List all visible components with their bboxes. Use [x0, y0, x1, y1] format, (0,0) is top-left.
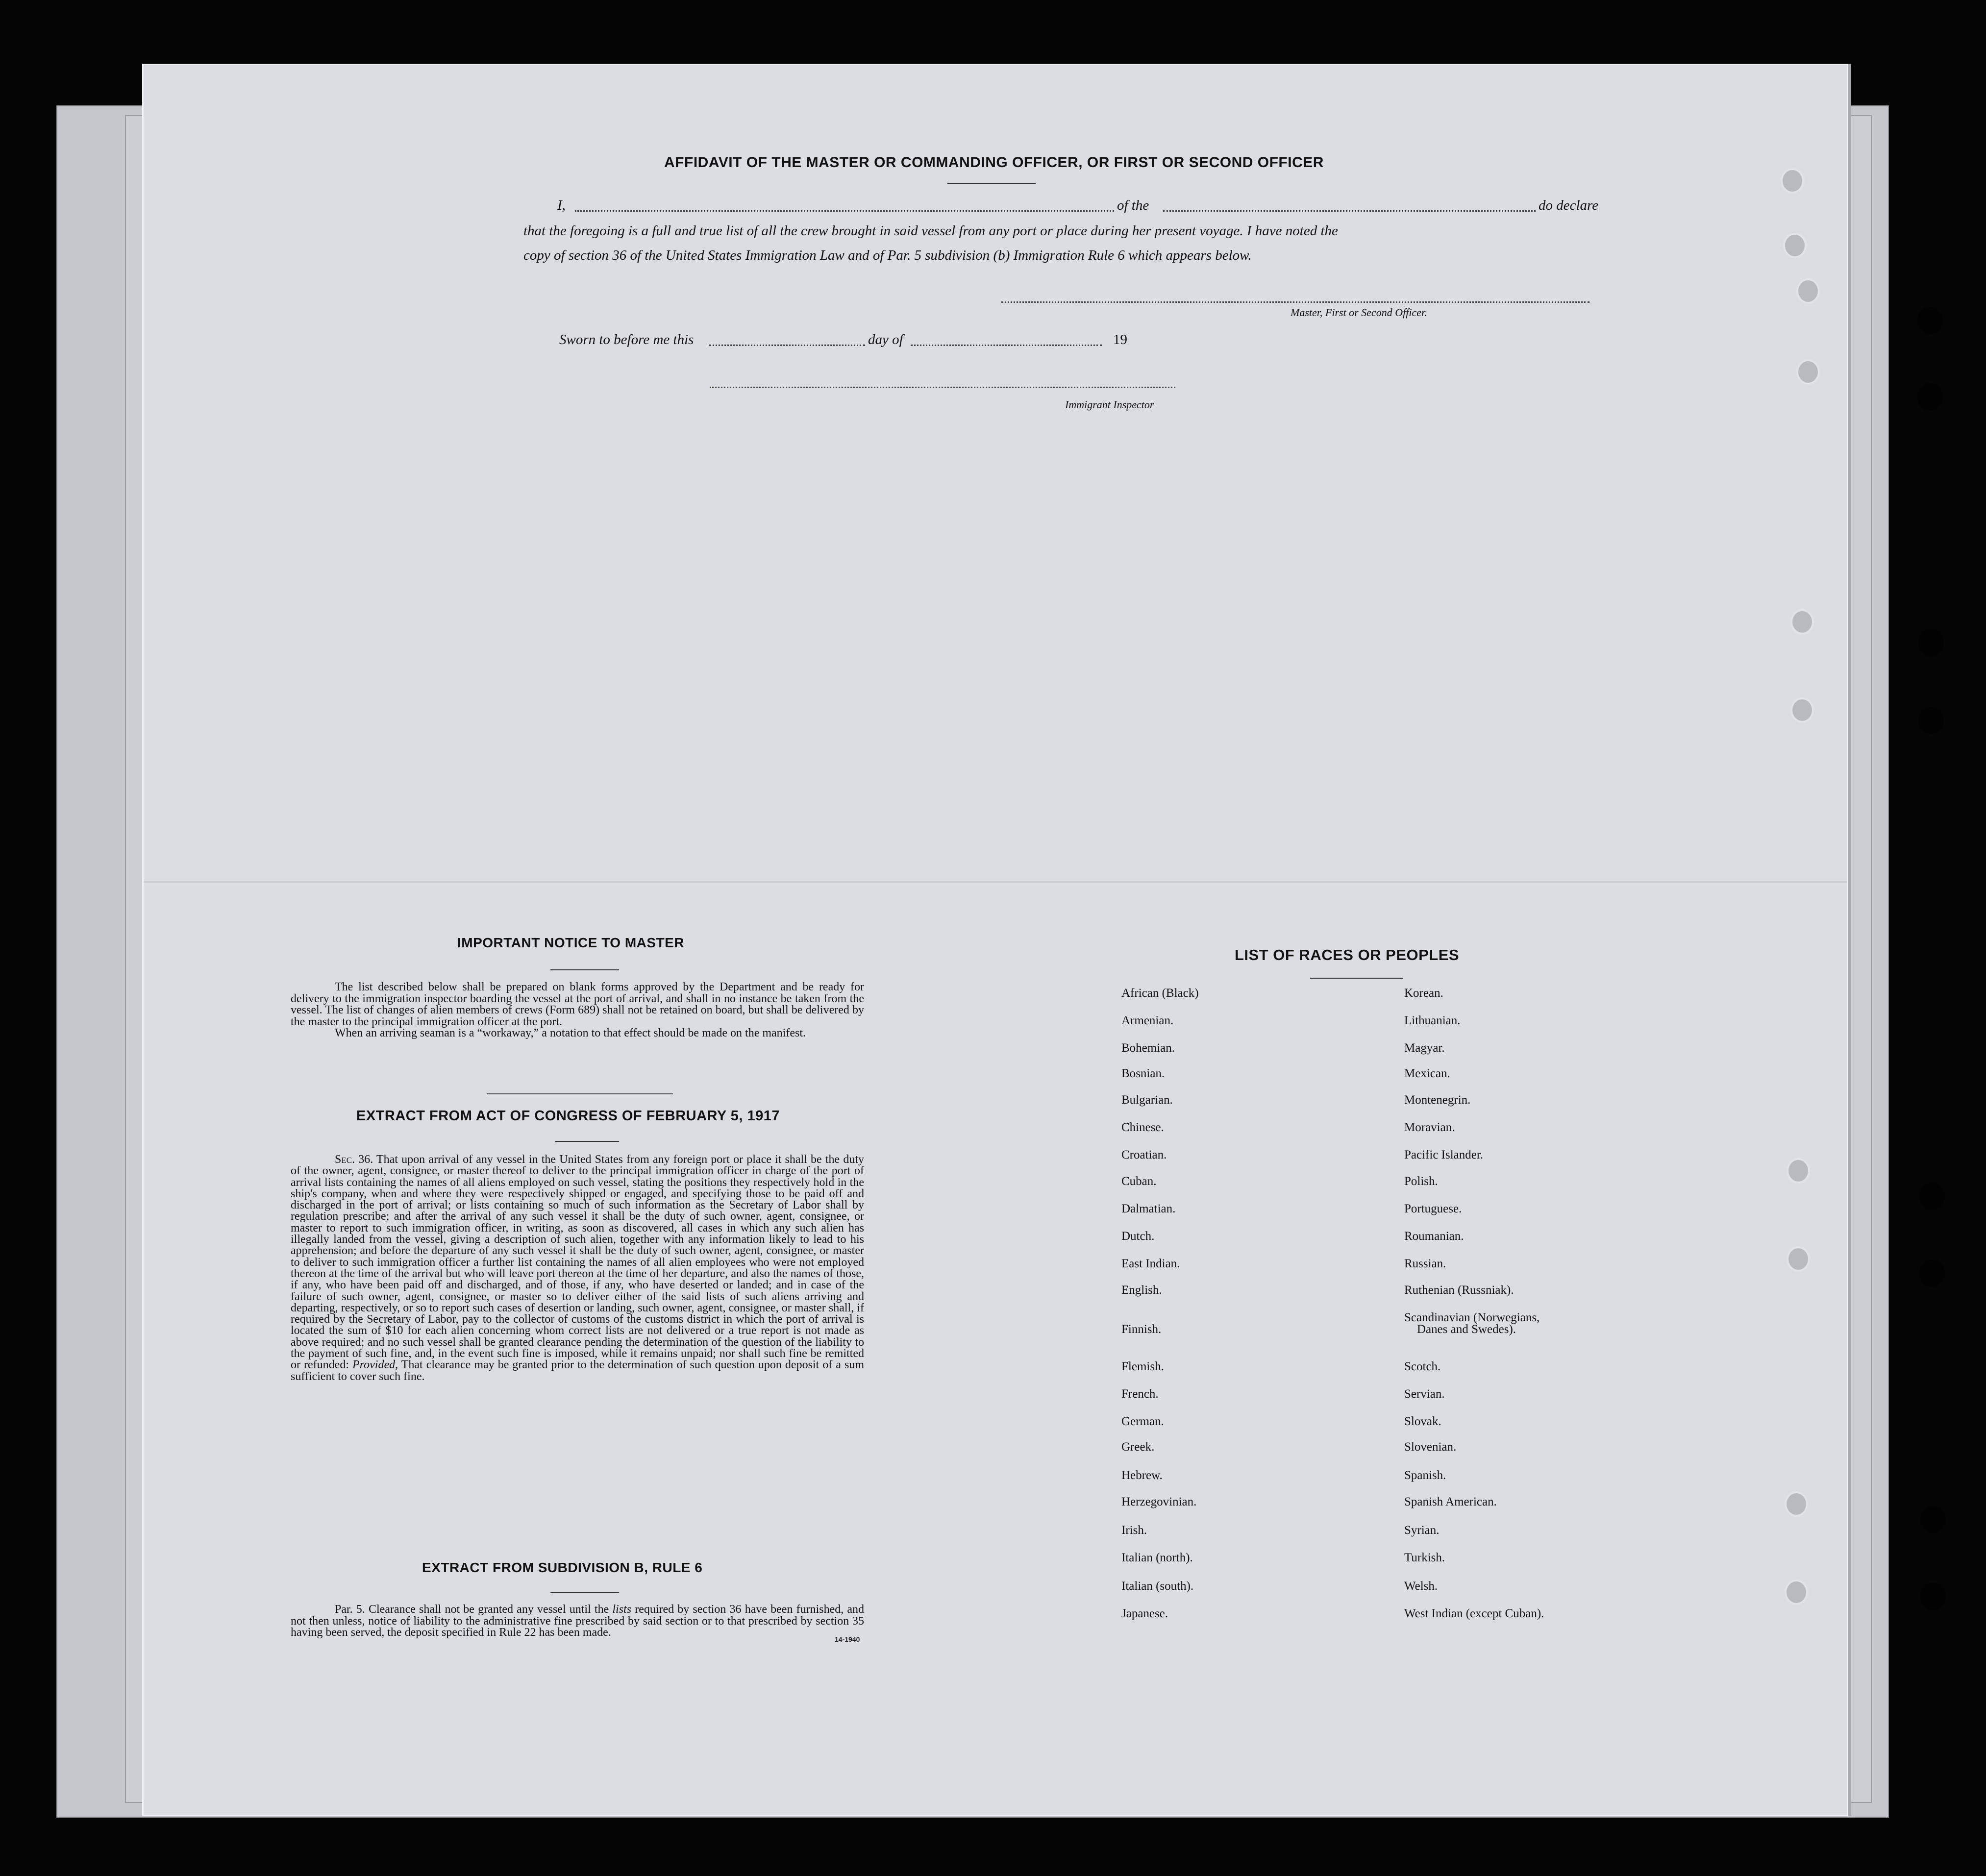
race-item: Syrian.	[1404, 1524, 1440, 1537]
race-item: Italian (north).	[1121, 1551, 1193, 1564]
race-item: Hebrew.	[1121, 1469, 1163, 1482]
race-item: Portuguese.	[1404, 1202, 1462, 1215]
affidavit-do-declare-label: do declare	[1539, 197, 1599, 213]
race-item: Roumanian.	[1404, 1230, 1464, 1243]
punch-hole	[1796, 278, 1820, 304]
binder-hole	[1917, 383, 1943, 411]
notice-para2: When an arriving seaman is a “workaway,” a notation to that effect should be made on the manifest.	[335, 1027, 806, 1039]
affidavit-title-rule	[947, 183, 1036, 184]
race-item: Lithuanian.	[1404, 1014, 1461, 1027]
sworn-prefix: Sworn to before me this	[559, 332, 694, 347]
race-item: Italian (south).	[1121, 1580, 1194, 1593]
punch-hole	[1790, 609, 1814, 635]
binder-hole	[1920, 1506, 1946, 1533]
race-item: Welsh.	[1404, 1580, 1438, 1593]
notice-body	[291, 982, 864, 1039]
race-item-continuation: Danes and Swedes).	[1417, 1323, 1516, 1336]
inspector-label: Immigrant Inspector	[1065, 398, 1154, 411]
race-item: Flemish.	[1121, 1360, 1164, 1373]
binder-hole	[1920, 1583, 1946, 1610]
race-item: Scotch.	[1404, 1360, 1441, 1373]
punch-hole	[1785, 1491, 1808, 1517]
master-signature-label: Master, First or Second Officer.	[1291, 306, 1427, 319]
race-item: Pacific Islander.	[1404, 1148, 1484, 1161]
binder-hole	[1919, 1183, 1945, 1210]
race-item: Bosnian.	[1121, 1067, 1165, 1080]
affidavit-i-label: I,	[557, 197, 566, 213]
rule-extract-title: EXTRACT FROM SUBDIVISION B, RULE 6	[422, 1560, 703, 1575]
form-number: 14-1940	[835, 1635, 860, 1643]
punch-hole	[1783, 233, 1807, 258]
sworn-year: 19	[1113, 332, 1127, 347]
act-extract-title: EXTRACT FROM ACT OF CONGRESS OF FEBRUARY 5, 1917	[356, 1108, 780, 1124]
race-item: Russian.	[1404, 1257, 1446, 1270]
race-item: Polish.	[1404, 1175, 1438, 1188]
race-item: Servian.	[1404, 1387, 1445, 1401]
punch-hole	[1796, 359, 1820, 385]
notice-separator	[487, 1093, 673, 1094]
race-item: Herzegovinian.	[1121, 1495, 1197, 1508]
race-item: Bulgarian.	[1121, 1093, 1173, 1107]
race-item: Slovenian.	[1404, 1440, 1457, 1454]
race-item: Cuban.	[1121, 1175, 1157, 1188]
race-item: Bohemian.	[1121, 1041, 1175, 1055]
act-extract-title-rule	[555, 1141, 619, 1142]
race-item: Japanese.	[1121, 1607, 1168, 1620]
race-item: French.	[1121, 1387, 1159, 1401]
rule-text-b: required by section 36 have been furnished, and not then unless, notice of liability to the administrative fine prescribed by said section or to that prescribed by section 35 having been served, the deposit specified in Rule 22 has been made.	[291, 1603, 865, 1639]
sworn-month-line	[911, 345, 1102, 346]
race-item: West Indian (except Cuban).	[1404, 1607, 1544, 1620]
rule-extract-title-rule	[550, 1592, 619, 1593]
race-item: Armenian.	[1121, 1014, 1174, 1027]
rule-extract-body	[291, 1604, 864, 1639]
lists-word: lists	[612, 1603, 632, 1616]
race-item: Croatian.	[1121, 1148, 1167, 1161]
section-36-label: Sec. 36.	[335, 1153, 373, 1166]
races-title: LIST OF RACES OR PEOPLES	[1235, 946, 1460, 963]
race-item: African (Black)	[1121, 987, 1199, 1000]
race-item: Korean.	[1404, 987, 1443, 1000]
sworn-day-line	[709, 345, 865, 346]
punch-hole	[1787, 1158, 1810, 1184]
race-item: Ruthenian (Russniak).	[1404, 1284, 1514, 1297]
race-item: Scandinavian (Norwegians,	[1404, 1311, 1540, 1324]
affidavit-vessel-line	[1163, 210, 1536, 212]
section-36-text-end: That clearance may be granted prior to the determination of such question upon deposit of a sum sufficient to cover such fine.	[291, 1358, 865, 1383]
punch-hole	[1790, 697, 1814, 723]
race-item: Moravian.	[1404, 1121, 1455, 1134]
race-item: Irish.	[1121, 1524, 1147, 1537]
act-extract-body	[291, 1154, 864, 1382]
race-item: Montenegrin.	[1404, 1093, 1471, 1107]
race-item: Dutch.	[1121, 1230, 1155, 1243]
race-item: Slovak.	[1404, 1415, 1441, 1428]
punch-hole	[1785, 1580, 1808, 1605]
manifest-back-page	[142, 64, 1848, 1816]
punch-hole	[1787, 1246, 1810, 1272]
provided-word: Provided,	[352, 1358, 398, 1372]
inspector-signature-line	[710, 387, 1175, 388]
race-item: Chinese.	[1121, 1121, 1164, 1134]
notice-para1: The list described below shall be prepared on blank forms approved by the Department and be ready for delivery to the immigration inspector boarding the vessel at the port of arrival, and shall in no instance be taken from the vessel. The list of changes of alien members of crews (Form 689) shall not be retained on board, but shall be delivered by the master to the principal immigration officer at the port.	[291, 981, 864, 1028]
race-item: Greek.	[1121, 1440, 1155, 1454]
race-item: Turkish.	[1404, 1551, 1445, 1564]
races-title-rule	[1310, 978, 1403, 979]
affidavit-statement-line3: copy of section 36 of the United States Immigration Law and of Par. 5 subdivision (b) Immigration Rule 6 which appears below.	[523, 247, 1252, 263]
rule-text-a: Par. 5. Clearance shall not be granted any vessel until the	[335, 1603, 609, 1616]
notice-title-rule	[550, 969, 619, 970]
page-fold	[144, 881, 1847, 883]
race-item: Finnish.	[1121, 1323, 1162, 1336]
binder-hole	[1919, 1259, 1945, 1287]
section-36-text: That upon arrival of any vessel in the United States from any foreign port or place it shall be the duty of the owner, agent, consignee, or master thereof to deliver to the principal immigration officer in charge of the port of arrival lists containing the names of all aliens employed on such vessel, stating the positions they respectively hold in the ship's company, when and where they were respectively shipped or engaged, and specifying those to be paid off and discharged in the port of arrival; or lists containing so much of such information as the Secretary of Labor shall by regulation prescribe; and after the arrival of any such vessel it shall be the duty of such owner, agent, consignee, or master to report to such immigration officer, in writing, as soon as discovered, all cases in which any such alien has illegally landed from the vessel, giving a description of such alien, together with any information likely to lead to his apprehension; and before the departure of any such vessel it shall be the duty of such owner, agent, consignee, or master to deliver to such immigration officer a further list containing the names of all alien employees who were not employed thereon at the time of the arrival but who will leave port thereon at the time of her departure, and also the names of those, if any, who have been paid off and discharged, and of those, if any, who have deserted or landed; and in case of the failure of such owner, agent, consignee, or master so to deliver either of the said lists of such aliens arriving and departing, respectively, or so to report such cases of desertion or landing, such owner, agent, consignee, or master shall, if required by the Secretary of Labor, pay to the collector of customs of the customs district in which the port of arrival is located the sum of $10 for each alien concerning whom correct lists are not delivered or a true report is not made as above required; and no such vessel shall be granted clearance pending the determination of the question of the liability to the payment of such fine, and, in the event such fine is imposed, while it remains unpaid; nor shall such fine be remitted or refunded:	[291, 1153, 864, 1372]
binder-hole	[1917, 307, 1943, 334]
race-item: Spanish American.	[1404, 1495, 1497, 1508]
binder-hole	[1918, 707, 1944, 734]
race-item: German.	[1121, 1415, 1164, 1428]
affidavit-statement-line2: that the foregoing is a full and true list of all the crew brought in said vessel from any port or place during her present voyage. I have noted the	[523, 223, 1338, 239]
master-signature-line	[1001, 301, 1589, 303]
race-item: East Indian.	[1121, 1257, 1180, 1270]
notice-title: IMPORTANT NOTICE TO MASTER	[457, 935, 685, 950]
race-item: Magyar.	[1404, 1041, 1445, 1055]
sworn-day-of: day of	[868, 332, 903, 347]
affidavit-title: AFFIDAVIT OF THE MASTER OR COMMANDING OFFICER, OR FIRST OR SECOND OFFICER	[664, 154, 1324, 171]
affidavit-name-line	[575, 210, 1114, 212]
race-item: Spanish.	[1404, 1469, 1446, 1482]
race-item: Dalmatian.	[1121, 1202, 1176, 1215]
race-item: Mexican.	[1404, 1067, 1450, 1080]
race-item: English.	[1121, 1284, 1162, 1297]
punch-hole	[1781, 168, 1804, 194]
affidavit-of-the-label: of the	[1117, 197, 1149, 213]
binder-hole	[1918, 629, 1944, 656]
